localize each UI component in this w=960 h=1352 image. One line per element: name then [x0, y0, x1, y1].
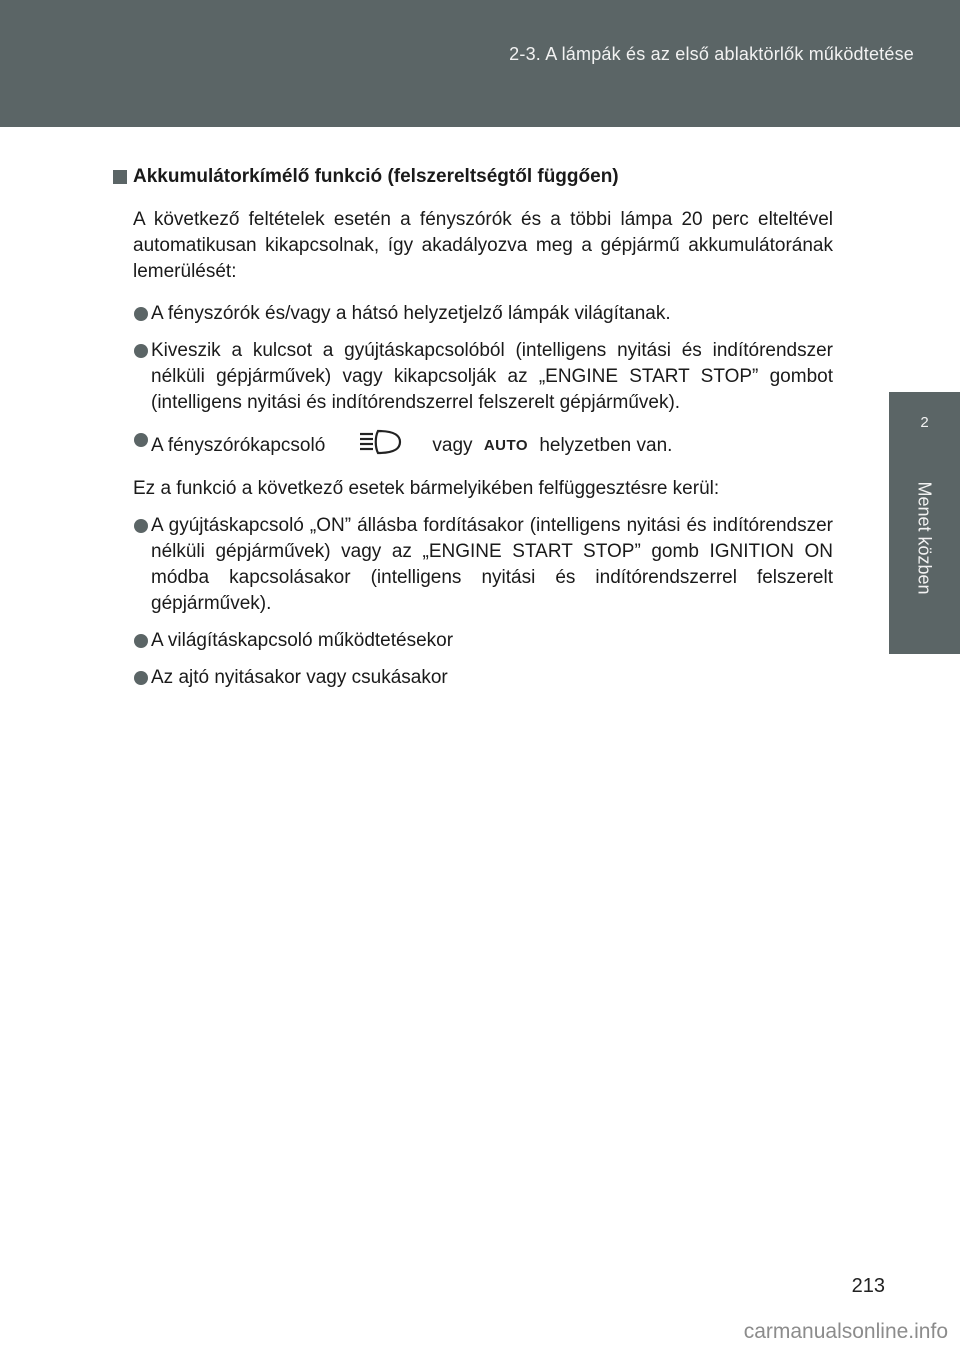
watermark: carmanualsonline.info [743, 1320, 948, 1343]
intro-paragraph: A következő feltételek esetén a fényszórók és a többi lámpa 20 perc elteltével automatikusan kikapcsolnak, így akadályozva meg a gépjármű akkumulátorának lemerülését: [133, 209, 833, 282]
page-header [0, 0, 960, 127]
round-bullet-icon [134, 433, 148, 447]
page-content [113, 164, 833, 702]
round-bullet-icon [134, 519, 148, 533]
list-item-switch-position [113, 427, 833, 465]
list-item-text: Az ajtó nyitásakor vagy csukásakor [151, 667, 448, 688]
list-item [113, 301, 833, 327]
round-bullet-icon [134, 671, 148, 685]
suspend-intro: Ez a funkció a következő esetek bármelyikében felfüggesztésre kerül: [133, 478, 720, 499]
round-bullet-icon [134, 634, 148, 648]
section-heading [113, 164, 833, 190]
square-bullet-icon [113, 170, 127, 184]
side-tab-number: 2 [920, 414, 929, 431]
side-tab-label: Menet közben [914, 481, 935, 595]
chapter-side-tab [889, 392, 960, 654]
round-bullet-icon [134, 344, 148, 358]
round-bullet-icon [134, 307, 148, 321]
switch-middle-text: vagy [432, 435, 473, 457]
section-title-text: Akkumulátorkímélő funkció (felszereltségtől függően) [133, 166, 619, 187]
list-item-text: A fényszórók és/vagy a hátsó helyzetjelző lámpák világítanak. [151, 303, 671, 324]
list-item [113, 665, 833, 691]
switch-prefix-text: A fényszórókapcsoló [151, 435, 326, 457]
auto-position-icon: AUTO [483, 437, 529, 454]
list-item-text: A világításkapcsoló működtetésekor [151, 630, 454, 651]
headlight-icon [348, 427, 410, 465]
switch-suffix-text: helyzetben van. [539, 435, 673, 457]
page-number: 213 [851, 1275, 885, 1297]
list-item [113, 513, 833, 617]
chapter-title: 2-3. A lámpák és az első ablaktörlők működtetése [509, 44, 914, 64]
list-item-text: A gyújtáskapcsoló „ON” állásba fordításakor (intelligens nyitási és indítórendszer nélküli gépjárművek) vagy az „ENGINE START STOP” gomb IGNITION ON módba kapcsolásakor (intelligens nyitási és indítórendszerrel felszerelt gépjárművek). [151, 515, 833, 614]
list-item [113, 628, 833, 654]
list-item [113, 338, 833, 416]
list-item-text: Kiveszik a kulcsot a gyújtáskapcsolóból (intelligens nyitási és indítórendszer nélküli gépjárművek) vagy kikapcsolják az „ENGINE START STOP” gombot (intelligens nyitási és indítórendszerrel felszerelt gépjárművek). [151, 340, 833, 413]
